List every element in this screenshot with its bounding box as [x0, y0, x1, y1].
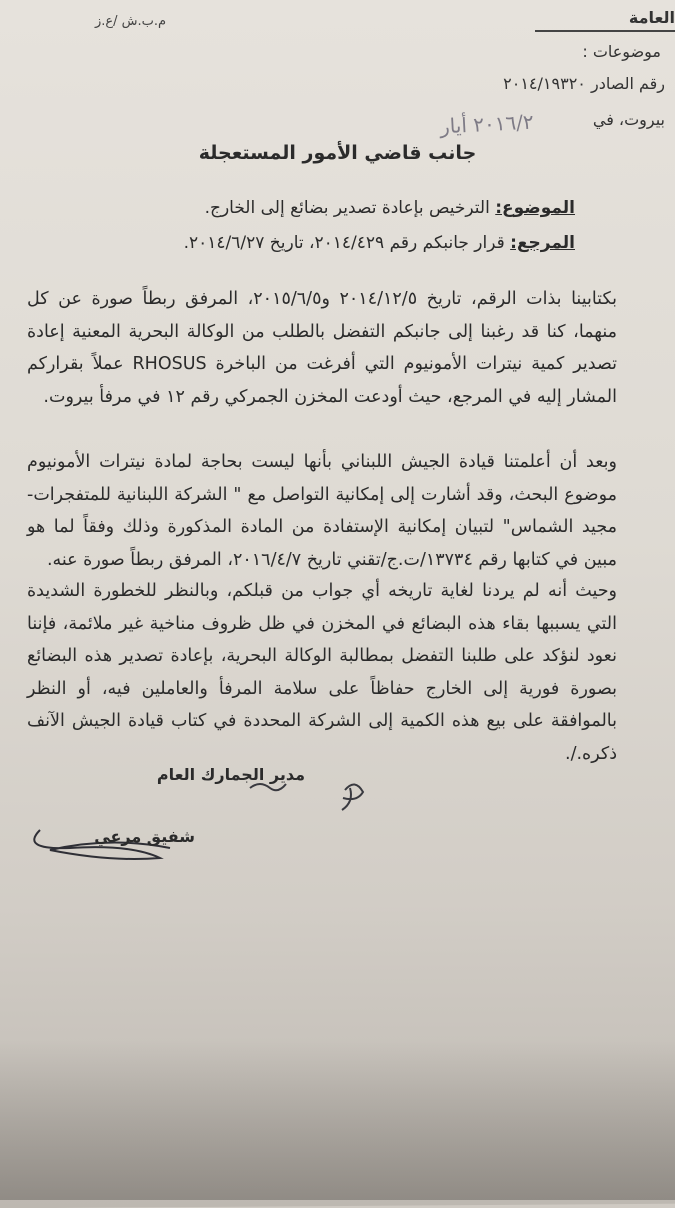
recipient-title: جانب قاضي الأمور المستعجلة: [198, 142, 477, 164]
reference-code: م.ب.ش /ع.ز: [95, 14, 167, 29]
subject-line: [205, 198, 575, 218]
subject-label: الموضوع:: [495, 198, 575, 218]
header-underline: [535, 30, 675, 32]
reference-line: [184, 233, 575, 253]
subject-text: الترخيص بإعادة تصدير بضائع إلى الخارج.: [204, 198, 490, 218]
body-paragraph-1: بكتابينا بذات الرقم، تاريخ ٢٠١٤/١٢/٥ و٢٠١٥/٦/٥، المرفق ربطاً صورة عن كل منهما، كنا قد رغبنا إلى جانبكم التفضل بالطلب من الوكالة البحرية المعنية إعادة تصدير كمية نيترات الأمونيوم التي أفرغت من الباخرة RHOSUS عملاً بقراركم المشار إليه في المرجع، حيث أودعت المخزن الجمركي رقم ١٢ في مرفأ بيروت.: [27, 289, 617, 407]
place-date: بيروت، في: [592, 110, 665, 129]
issued-number: رقم الصادر ٢٠١٤/١٩٣٢٠: [503, 74, 665, 93]
reference-text: قرار جانبكم رقم ٢٠١٤/٤٢٩، تاريخ ٢٠١٤/٦/٢٧.: [183, 233, 505, 253]
body-paragraph-2: وبعد أن أعلمتنا قيادة الجيش اللبناني بأنها ليست بحاجة لمادة نيترات الأمونيوم موضوع البحث، وقد أشارت إلى إمكانية التواصل مع " الشركة اللبنانية للمتفجرات- مجيد الشماس" لتبيان إمكانية الإستفادة من المادة المذكورة وذلك وفقاً لما هو مبين في كتابها رقم ١٣٧٣٤/ت.ج/تقني تاريخ ٢٠١٦/٤/٧، المرفق ربطاً صورة عنه.: [27, 452, 617, 570]
signatory-name: شفيق مرعي: [94, 827, 195, 846]
header-subject-label: موضوعات :: [582, 42, 661, 61]
photo-shadow: [0, 1040, 675, 1200]
reference-label: المرجع:: [510, 233, 575, 253]
date-stamp: ٢٠١٦/٢ أيار: [439, 109, 535, 139]
body-paragraph-3: وحيث أنه لم يردنا لغاية تاريخه أي جواب من قبلكم، وبالنظر للخطورة الشديدة التي يسببها بقاء هذه البضائع في المخزن في ظل ظروف مناخية غير ملائمة، فإننا نعود لنؤكد على طلبنا التفضل بمطالبة الوكالة البحرية، بإعادة تصدير هذه البضائع بصورة فورية إلى الخارج حفاظاً على سلامة المرفأ والعاملين فيه، أو النظر بالموافقة على بيع هذه الكمية إلى الشركة المحددة في كتاب قيادة الجيش الآنف ذكره./.: [27, 581, 617, 764]
signature-title: مدير الجمارك العام: [156, 765, 305, 784]
department-header: العامة: [628, 8, 675, 27]
